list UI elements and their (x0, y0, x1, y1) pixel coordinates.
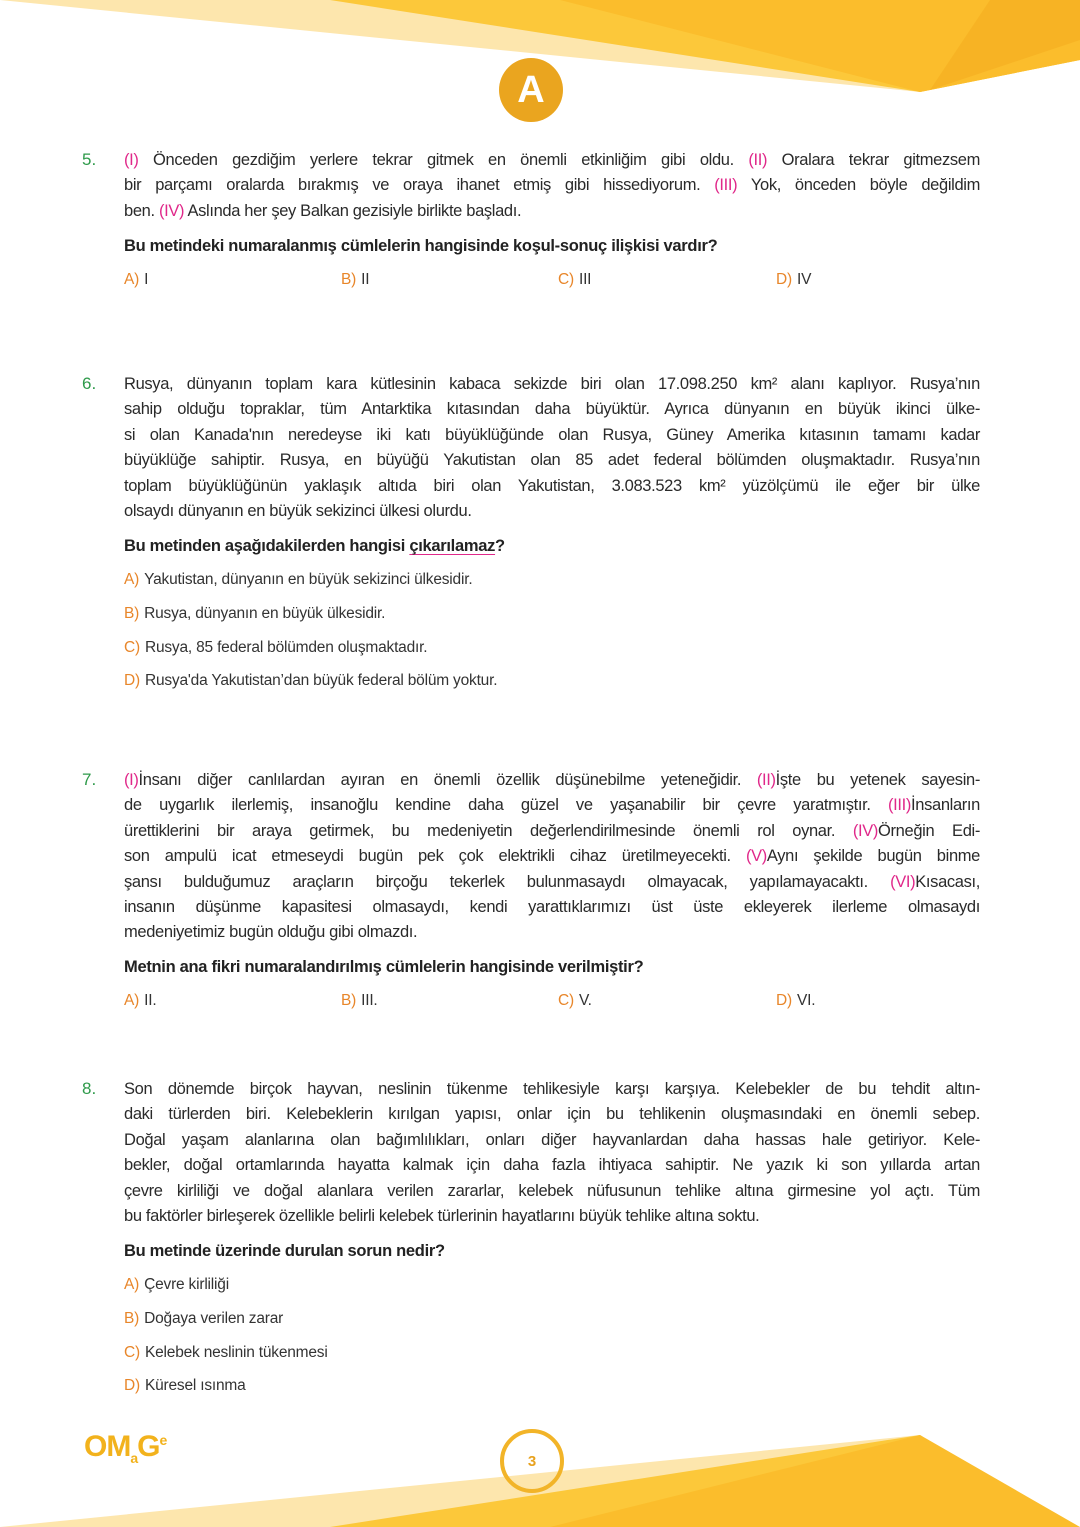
answer-option-b[interactable] (124, 605, 385, 623)
question-stem (124, 958, 643, 977)
passage-line (124, 399, 980, 419)
answer-option-a[interactable] (124, 271, 148, 289)
question-stem (124, 237, 717, 256)
answer-option-a[interactable] (124, 571, 472, 589)
option-text: II. (144, 992, 157, 1010)
answer-option-d[interactable] (776, 271, 811, 289)
passage-line (124, 770, 980, 790)
question-stem (124, 537, 505, 556)
passage-text: bu faktörler birleşerek özellikle belirli kelebek türlerinin hayatlarını büyük tehlike altına soktu. (124, 1207, 760, 1225)
option-letter: D) (124, 1377, 140, 1395)
passage-text: de uygarlık ilerlemiş, insanoğlu kendine daha güzel ve yaşanabilir bir çevre yaratmıştır. (124, 796, 889, 815)
option-text: Küresel ısınma (144, 1377, 246, 1395)
option-letter: C) (124, 638, 140, 656)
passage-text: daki türlerden biri. Kelebeklerin kırılgan yapısı, onlar için bu tehlikenin oluşmasındaki en önemli sebep. (124, 1105, 980, 1124)
passage-line (124, 922, 980, 942)
passage-text: toplam büyüklüğünün yaklaşık altıda biri olan Yakutistan, 3.083.523 km² yüzölçümü ile eğer bir ülke (124, 476, 980, 495)
passage-text: İşte bu yetenek sayesin- (775, 771, 980, 789)
passage-line (124, 1130, 980, 1150)
passage-line (124, 897, 980, 917)
option-text: Kelebek neslinin tükenmesi (144, 1343, 328, 1361)
passage-line (124, 1181, 980, 1201)
question-stem (124, 1242, 445, 1261)
option-letter: A) (124, 1276, 140, 1293)
option-text: VI. (796, 992, 816, 1010)
passage-text: ben. (124, 201, 159, 220)
passage-line (124, 201, 980, 221)
passage-text: sahip olduğu topraklar, tüm Antarktika kıtasından daha büyüktür. Ayrıca dünyanın en büyük ikinci ülke- (124, 400, 980, 419)
passage-line (124, 821, 980, 841)
passage-line (124, 150, 980, 170)
section-badge: A (499, 58, 563, 122)
answer-option-d[interactable] (776, 992, 815, 1010)
option-letter: B) (341, 270, 357, 288)
passage-line (124, 846, 980, 866)
option-letter: D) (124, 672, 140, 690)
passage-text: Rusya, dünyanın toplam kara kütlesinin kabaca sekizde biri olan 17.098.250 km² alanı kaplıyor. Rusya’nın (124, 375, 980, 393)
passage-text: ürettiklerini bir araya getirmek, bu medeniyetin değerlendirilmesinde önemli rol oynar. (124, 821, 853, 840)
option-text: III (578, 270, 592, 288)
answer-option-c[interactable] (124, 639, 427, 657)
passage-text: insanın düşünme kapasitesi olmasaydı, kendi yarattıklarımızı üst üste ekleyerek ilerleme olmasaydı (124, 898, 980, 916)
sentence-number: (VI) (890, 872, 916, 891)
option-letter: B) (124, 604, 140, 622)
passage-text: Aynı şekilde bugün binme (766, 847, 980, 866)
option-letter: D) (776, 992, 792, 1010)
passage-line (124, 501, 980, 521)
answer-option-b[interactable] (124, 1310, 283, 1328)
option-letter: A) (124, 571, 140, 588)
option-letter: C) (558, 270, 574, 288)
passage-line (124, 1155, 980, 1175)
option-text: III. (361, 992, 378, 1010)
passage-text: Yok, önceden böyle değildim (737, 176, 980, 195)
stem-text: Bu metindeki numaralanmış cümlelerin hangisinde koşul-sonuç ilişkisi vardır? (124, 236, 718, 255)
passage-text: şansı bulduğumuz araçların birçoğu tekerlek bulunmasaydı olmayacak, yapılamayacaktı. (124, 872, 891, 891)
passage-text: bekler, doğal ortamlarında hayatta kalmak için daha fazla ihtiyaca sahiptir. Ne yazık ki son yıllarda artan (124, 1156, 980, 1175)
answer-option-a[interactable] (124, 1276, 229, 1294)
passage-text: si olan Kanada'nın neredeyse iki katı büyüklüğünde olan Rusya, Güney Amerika kıtasının tamamı kadar (124, 425, 980, 444)
sentence-number: (III) (888, 796, 912, 815)
sentence-number: (II) (756, 771, 776, 789)
passage-text: olsaydı dünyanın en büyük sekizinci ülkesi olurdu. (124, 502, 472, 520)
stem-end: ? (495, 537, 505, 555)
page-number: 3 (500, 1429, 564, 1493)
publisher-logo: $OM_aG^e$ (84, 1430, 167, 1466)
sentence-number: (IV) (158, 201, 185, 220)
passage-text: büyüklüğe sahiptir. Rusya, en büyüğü Yakutistan olan 85 adet federal bölümden oluşmaktadır. Rusya’nın (124, 451, 980, 470)
passage-line (124, 1104, 980, 1124)
passage-text: son ampulü icat etmeseydi bugün pek çok elektrikli cihaz üretilmeyecekti. (124, 847, 746, 866)
option-letter: A) (124, 992, 140, 1010)
passage-line (124, 1206, 980, 1226)
sentence-number: (V) (745, 847, 767, 866)
passage-text: Kısacası, (915, 872, 980, 891)
passage-line (124, 450, 980, 470)
option-text: V. (578, 992, 592, 1010)
option-letter: C) (124, 1343, 140, 1361)
passage-line (124, 795, 980, 815)
option-text: Doğaya verilen zarar (144, 1309, 284, 1327)
passage-text: Son dönemde birçok hayvan, neslinin tükenme tehlikesiyle karşı karşıya. Kelebekler de bu tehdit altın- (124, 1080, 980, 1098)
sentence-number: (IV) (852, 821, 879, 840)
answer-option-c[interactable] (558, 992, 592, 1010)
passage-line (124, 425, 980, 445)
option-text: IV (796, 270, 812, 288)
passage-line (124, 374, 980, 394)
answer-option-d[interactable] (124, 672, 497, 690)
option-text: Rusya'da Yakutistan’dan büyük federal bölüm yoktur. (144, 672, 498, 690)
answer-option-c[interactable] (124, 1344, 328, 1362)
option-text: Rusya, dünyanın en büyük ülkesidir. (144, 604, 386, 622)
passage-line (124, 1079, 980, 1099)
option-text: I (144, 270, 149, 288)
stem-text: Metnin ana fikri numaralandırılmış cümlelerin hangisinde verilmiştir? (124, 958, 644, 977)
option-letter: B) (341, 992, 357, 1010)
stem-emphasis: çıkarılamaz (409, 537, 496, 555)
answer-option-d[interactable] (124, 1377, 246, 1395)
passage-line (124, 476, 980, 496)
sentence-number: (II) (748, 151, 768, 169)
option-letter: B) (124, 1309, 140, 1327)
question-number: 7. (82, 770, 97, 789)
sentence-number: (I) (124, 771, 139, 789)
passage-text: Oralara tekrar gitmezsem (767, 151, 981, 169)
passage-text: İnsanı diğer canlılardan ayıran en önemli özellik düşünebilme yeteneğidir. (138, 771, 757, 789)
option-letter: A) (124, 270, 140, 288)
answer-option-b[interactable] (341, 271, 369, 289)
stem-text: Bu metinde üzerinde durulan sorun nedir? (124, 1242, 445, 1260)
passage-text: Doğal yaşam alanlarına olan bağımlılıkları, onları diğer hayvanlardan daha hassas hale getiriyor. Kele- (124, 1130, 980, 1149)
option-letter: C) (558, 992, 574, 1010)
passage-text: çevre kirliliği ve doğal alanlara verilen zararlar, kelebek nüfusunun tehlike altına girmesine yol açtı. Tüm (124, 1181, 980, 1200)
passage-text: bir parçamı oralarda bırakmış ve oraya ihanet etmiş gibi hissediyorum. (124, 176, 715, 195)
option-text: Rusya, 85 federal bölümden oluşmaktadır. (144, 638, 428, 656)
answer-option-b[interactable] (341, 992, 378, 1010)
sentence-number: (III) (714, 176, 738, 195)
question-number: 5. (82, 150, 97, 169)
passage-line (124, 175, 980, 195)
passage-text: Aslında her şey Balkan gezisiyle birlikte başladı. (184, 201, 522, 220)
stem-text: Bu metinden aşağıdakilerden hangisi (124, 537, 410, 555)
option-letter: D) (776, 270, 792, 288)
sentence-number: (I) (124, 151, 139, 169)
passage-text: medeniyetimiz bugün olduğu gibi olmazdı. (124, 923, 418, 942)
option-text: Çevre kirliliği (144, 1276, 229, 1293)
passage-line (124, 872, 980, 892)
answer-option-c[interactable] (558, 271, 591, 289)
passage-text: İnsanların (911, 796, 980, 815)
passage-text: Önceden gezdiğim yerlere tekrar gitmek en önemli etkinliğim gibi oldu. (138, 151, 749, 169)
question-number: 6. (82, 374, 97, 393)
question-number: 8. (82, 1079, 97, 1098)
answer-option-a[interactable] (124, 992, 156, 1010)
passage-text: Örneğin Edi- (878, 821, 980, 840)
option-text: II (361, 270, 370, 288)
option-text: Yakutistan, dünyanın en büyük sekizinci ülkesidir. (144, 571, 473, 588)
